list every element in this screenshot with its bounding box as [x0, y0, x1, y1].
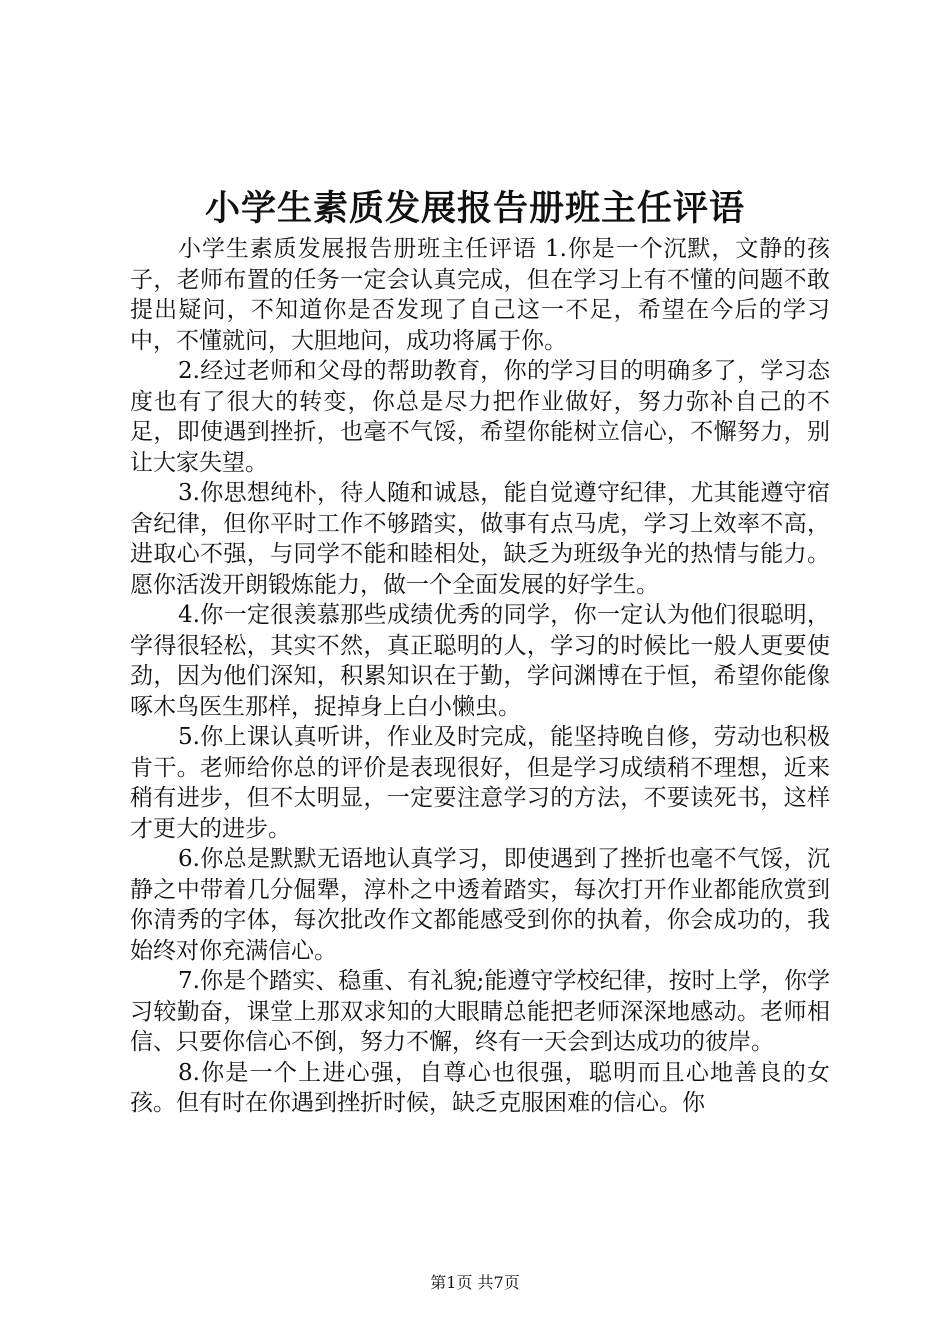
- paragraph: 2.经过老师和父母的帮助教育，你的学习目的明确多了，学习态度也有了很大的转变，你总是尽力把作业做好，努力弥补自己的不足，即使遇到挫折，也毫不气馁，希望你能树立信心，不懈努力，别让大家失望。: [130, 358, 830, 476]
- document-title: 小学生素质发展报告册班主任评语: [204, 188, 745, 229]
- page-number-footer: 第1页 共7页: [430, 1273, 520, 1292]
- paragraph: 小学生素质发展报告册班主任评语 1.你是一个沉默，文静的孩子，老师布置的任务一定会认真完成，但在学习上有不懂的问题不敢提出疑问，不知道你是否发现了自己这一不足，希望在今后的学习中，不懂就问，大胆地问，成功将属于你。: [130, 236, 830, 354]
- paragraph: 4.你一定很羡慕那些成绩优秀的同学，你一定认为他们很聪明，学得很轻松，其实不然，真正聪明的人，学习的时候比一般人更要使劲，因为他们深知，积累知识在于勤，学问渊博在于恒，希望你能像啄木鸟医生那样，捉掉身上白小懒虫。: [130, 602, 830, 720]
- paragraph: 5.你上课认真听讲，作业及时完成，能坚持晚自修，劳动也积极肯干。老师给你总的评价是表现很好，但是学习成绩稍不理想，近来稍有进步，但不太明显，一定要注意学习的方法，不要读死书，这样才更大的进步。: [130, 724, 830, 842]
- paragraph: 6.你总是默默无语地认真学习，即使遇到了挫折也毫不气馁，沉静之中带着几分倔犟，淳朴之中透着踏实，每次打开作业都能欣赏到你清秀的字体，每次批改作文都能感受到你的执着，你会成功的，我始终对你充满信心。: [130, 846, 830, 964]
- paragraph: 7.你是个踏实、稳重、有礼貌;能遵守学校纪律，按时上学，你学习较勤奋，课堂上那双求知的大眼睛总能把老师深深地感动。老师相信、只要你信心不倒，努力不懈，终有一天会到达成功的彼岸。: [130, 968, 830, 1055]
- document-body: [130, 234, 830, 1119]
- paragraph: 8.你是一个上进心强，自尊心也很强，聪明而且心地善良的女孩。但有时在你遇到挫折时候，缺乏克服困难的信心。你: [130, 1059, 830, 1116]
- paragraph: 3.你思想纯朴，待人随和诚恳，能自觉遵守纪律，尤其能遵守宿舍纪律，但你平时工作不够踏实，做事有点马虎，学习上效率不高，进取心不强，与同学不能和睦相处，缺乏为班级争光的热情与能力。愿你活泼开朗锻炼能力，做一个全面发展的好学生。: [130, 480, 830, 598]
